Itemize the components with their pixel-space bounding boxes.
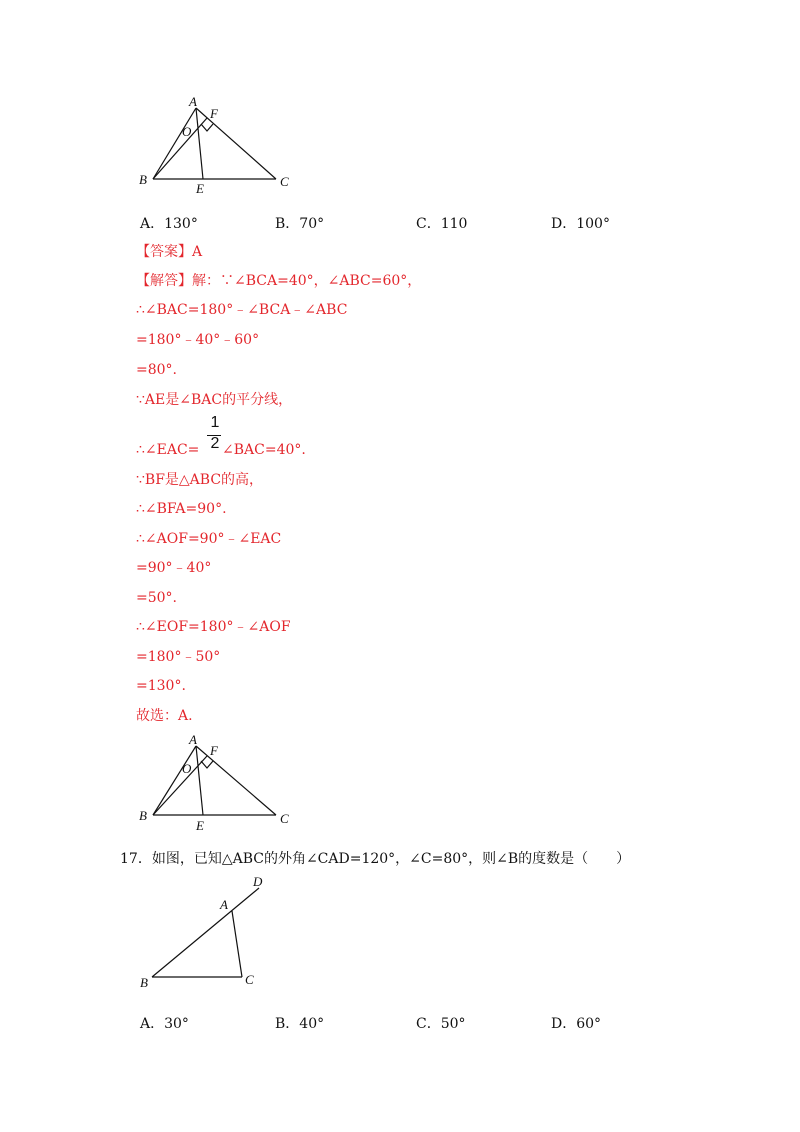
- answer-label: 【答案】A: [136, 244, 203, 260]
- option-a: A．130°: [140, 216, 198, 232]
- question-17-text: 17．如图，已知△ABC的外角∠CAD=120°，∠C=80°，则∠B的度数是（ ）: [120, 851, 631, 867]
- solution-line-4: =80°.: [136, 362, 177, 378]
- solution-line-13: =180°﹣50°: [136, 649, 221, 665]
- label-b: B: [139, 808, 147, 823]
- fraction-numerator: 1: [210, 414, 220, 431]
- label-b: B: [139, 172, 147, 187]
- label-c: C: [280, 811, 289, 826]
- option-a: A．30°: [140, 1016, 189, 1032]
- label-o: O: [182, 761, 192, 776]
- label-f: F: [210, 743, 218, 758]
- solution-line-6-suffix: ∠BAC=40°.: [222, 442, 306, 458]
- option-d: D．100°: [551, 216, 610, 232]
- solution-line-7: ∵BF是△ABC的高，: [136, 472, 264, 488]
- label-a: A: [189, 94, 197, 109]
- segment-bd: [152, 888, 259, 977]
- solution-line-11: =50°.: [136, 590, 177, 606]
- option-d: D．60°: [551, 1016, 602, 1032]
- solution-line-12: ∴∠EOF=180°﹣∠AOF: [136, 619, 291, 635]
- option-c: C．50°: [416, 1016, 466, 1032]
- segment-ac: [232, 911, 242, 977]
- label-d: D: [253, 874, 263, 889]
- solution-line-6-prefix: ∴∠EAC=: [136, 442, 200, 458]
- solution-line-5: ∵AE是∠BAC的平分线，: [136, 392, 293, 408]
- option-b: B．40°: [275, 1016, 325, 1032]
- solution-line-2: ∴∠BAC=180°﹣∠BCA﹣∠ABC: [136, 302, 348, 318]
- solution-line-14: =130°.: [136, 678, 186, 694]
- solution-line-1: 【解答】解：∵∠BCA=40°，∠ABC=60°，: [136, 273, 422, 289]
- label-b: B: [140, 975, 148, 990]
- label-e: E: [196, 181, 204, 196]
- label-c: C: [280, 174, 289, 189]
- option-b: B．70°: [275, 216, 325, 232]
- solution-line-8: ∴∠BFA=90°.: [136, 501, 227, 517]
- solution-line-15: 故选：A.: [136, 708, 193, 724]
- fraction-denominator: 2: [210, 435, 220, 452]
- label-c: C: [245, 972, 254, 987]
- label-o: O: [182, 124, 192, 139]
- label-a: A: [189, 732, 197, 747]
- label-e: E: [196, 818, 204, 833]
- solution-line-9: ∴∠AOF=90°﹣∠EAC: [136, 531, 282, 547]
- option-c: C．110: [416, 216, 468, 232]
- solution-line-3: =180°﹣40°﹣60°: [136, 332, 260, 348]
- label-a: A: [220, 897, 228, 912]
- label-f: F: [210, 106, 218, 121]
- solution-line-10: =90°﹣40°: [136, 560, 212, 576]
